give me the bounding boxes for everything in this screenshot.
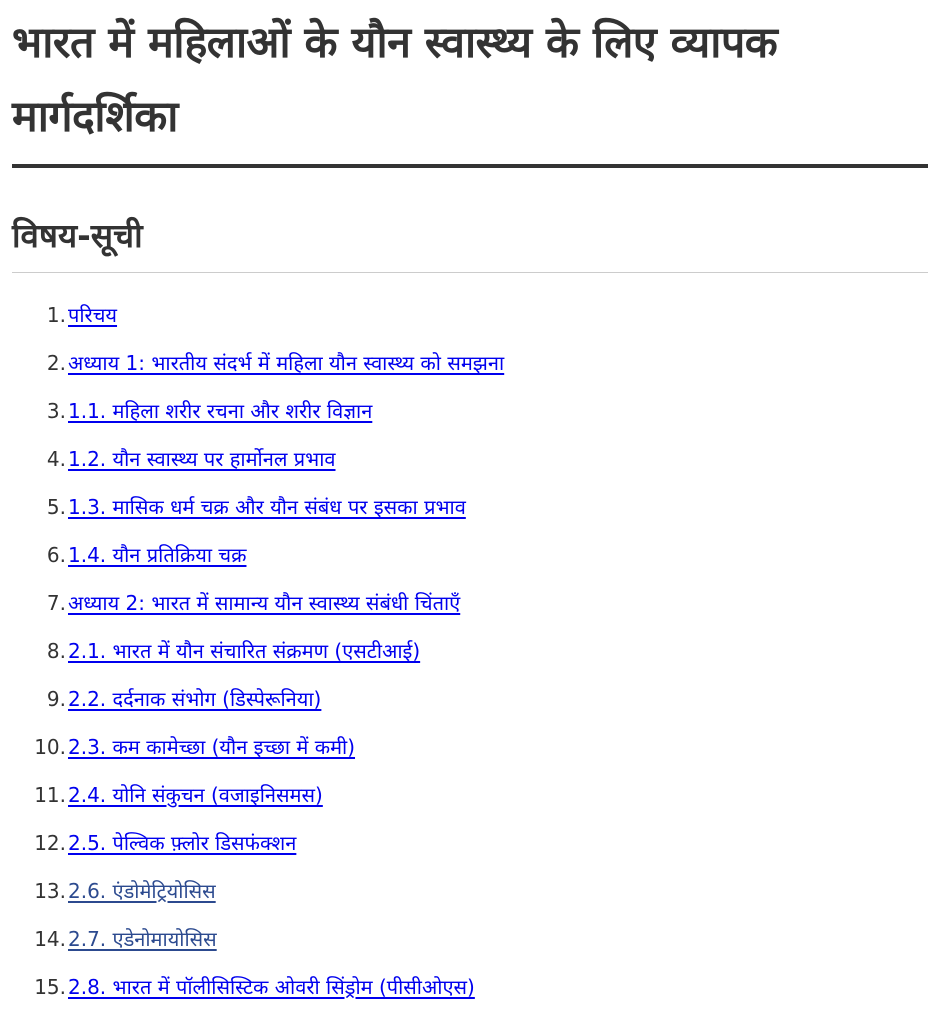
toc-item-number: 10. <box>34 735 66 759</box>
toc-item-number: 9. <box>46 687 66 711</box>
toc-link-1-2[interactable]: 1.2. यौन स्वास्थ्य पर हार्मोनल प्रभाव <box>68 447 336 471</box>
toc-item-number: 8. <box>46 639 66 663</box>
toc-link-1-4[interactable]: 1.4. यौन प्रतिक्रिया चक्र <box>68 543 247 567</box>
toc-item-number: 15. <box>34 975 66 999</box>
toc-item-number: 7. <box>46 591 66 615</box>
toc-item <box>12 339 928 387</box>
toc-item <box>12 675 928 723</box>
toc-item <box>12 291 928 339</box>
toc-link-2-2[interactable]: 2.2. दर्दनाक संभोग (डिस्पेरूनिया) <box>68 687 322 711</box>
toc-item <box>12 483 928 531</box>
toc-item <box>12 435 928 483</box>
toc-link-1-1[interactable]: 1.1. महिला शरीर रचना और शरीर विज्ञान <box>68 399 373 423</box>
toc-item-number: 11. <box>34 783 66 807</box>
toc-item <box>12 915 928 963</box>
toc-item-number: 5. <box>46 495 66 519</box>
toc-item-number: 13. <box>34 879 66 903</box>
toc-item <box>12 771 928 819</box>
toc-item <box>12 627 928 675</box>
toc-item-number: 6. <box>46 543 66 567</box>
table-of-contents <box>12 291 928 1011</box>
toc-link-2-3[interactable]: 2.3. कम कामेच्छा (यौन इच्छा में कमी) <box>68 735 356 759</box>
toc-item-number: 2. <box>46 351 66 375</box>
toc-item <box>12 387 928 435</box>
toc-heading: विषय-सूची <box>12 214 928 273</box>
toc-item <box>12 723 928 771</box>
toc-link-2-4[interactable]: 2.4. योनि संकुचन (वजाइनिसमस) <box>68 783 323 807</box>
toc-item <box>12 531 928 579</box>
toc-item-number: 4. <box>46 447 66 471</box>
toc-item <box>12 579 928 627</box>
toc-link-intro[interactable]: परिचय <box>68 303 118 327</box>
toc-link-1-3[interactable]: 1.3. मासिक धर्म चक्र और यौन संबंध पर इसका प्रभाव <box>68 495 466 519</box>
toc-item-number: 12. <box>34 831 66 855</box>
toc-link-2-8[interactable]: 2.8. भारत में पॉलीसिस्टिक ओवरी सिंड्रोम (पीसीओएस) <box>68 975 475 999</box>
toc-item <box>12 963 928 1011</box>
toc-link-2-5[interactable]: 2.5. पेल्विक फ़्लोर डिसफंक्शन <box>68 831 297 855</box>
toc-item-number: 14. <box>34 927 66 951</box>
page-title: भारत में महिलाओं के यौन स्वास्थ्य के लिए व्यापक मार्गदर्शिका <box>12 0 928 168</box>
toc-link-2-6[interactable]: 2.6. एंडोमेट्रियोसिस <box>68 879 216 903</box>
toc-item <box>12 819 928 867</box>
toc-item-number: 3. <box>46 399 66 423</box>
toc-item <box>12 867 928 915</box>
document-page <box>12 0 928 1011</box>
toc-item-number: 1. <box>46 303 66 327</box>
toc-link-chapter-2[interactable]: अध्याय 2: भारत में सामान्य यौन स्वास्थ्य संबंधी चिंताएँ <box>68 591 461 615</box>
toc-link-2-7[interactable]: 2.7. एडेनोमायोसिस <box>68 927 217 951</box>
toc-link-2-1[interactable]: 2.1. भारत में यौन संचारित संक्रमण (एसटीआई) <box>68 639 421 663</box>
toc-link-chapter-1[interactable]: अध्याय 1: भारतीय संदर्भ में महिला यौन स्वास्थ्य को समझना <box>68 351 505 375</box>
